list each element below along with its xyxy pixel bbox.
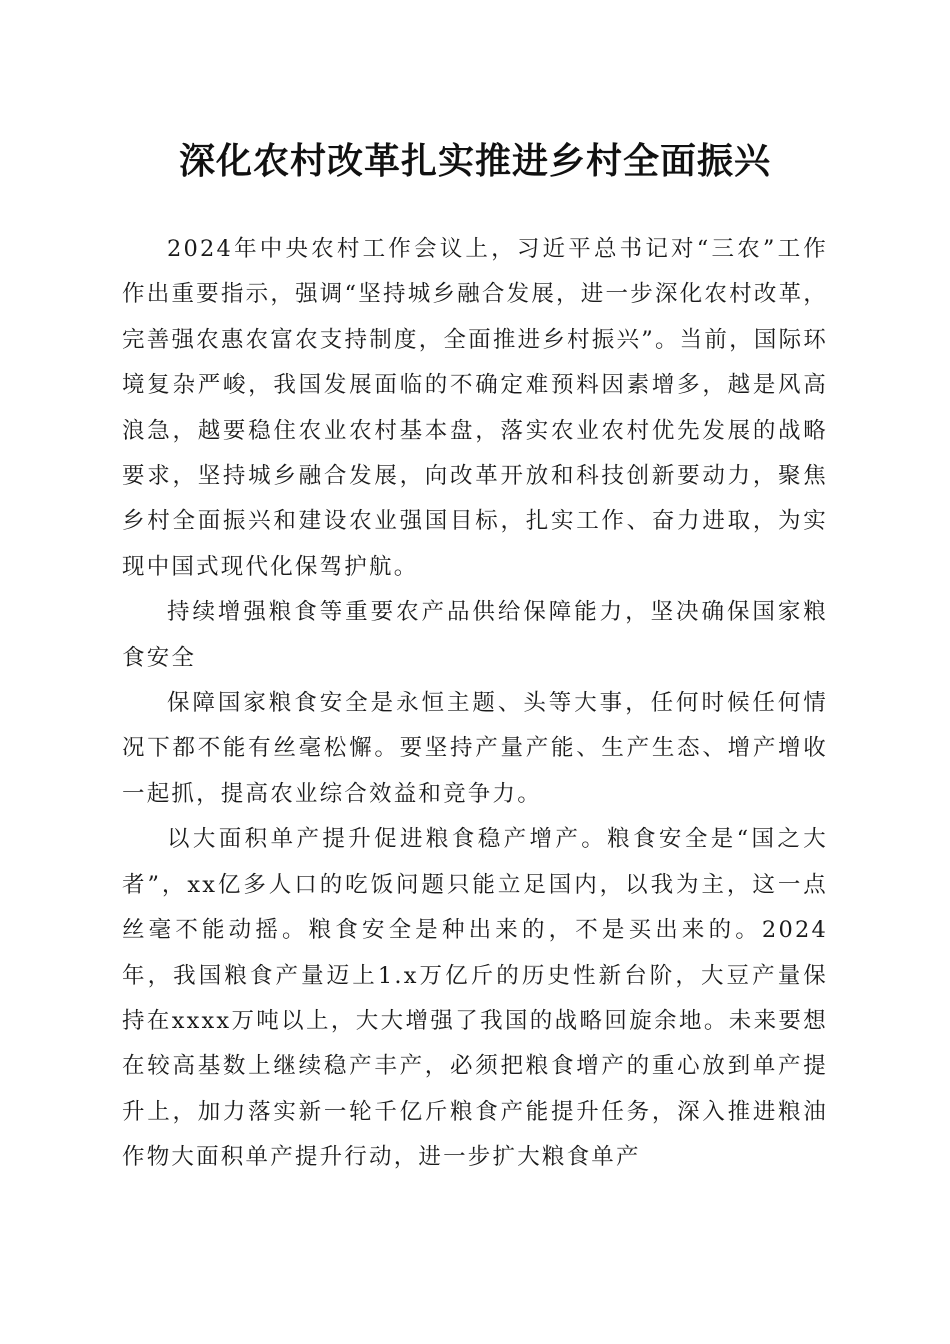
document-title: 深化农村改革扎实推进乡村全面振兴 [178,140,771,182]
paragraph-section-heading: 持续增强粮食等重要农产品供给保障能力，坚决确保国家粮食安全 [122,599,828,671]
paragraph-intro: 2024年中央农村工作会议上，习近平总书记对“三农”工作作出重要指示，强调“坚持城乡融合发展，进一步深化农村改革，完善强农惠农富农支持制度，全面推进乡村振兴”。当前，国际环境复杂严峻，我国发展面临的不确定难预料因素增多，越是风高浪急，越要稳住农业农村基本盘，落实农业农村优先发展的战略要求，坚持城乡融合发展，向改革开放和科技创新要动力，聚焦乡村全面振兴和建设农业强国目标，扎实工作、奋力进取，为实现中国式现代化保驾护航。 [122,236,828,580]
document-body [122,227,828,1181]
paragraph-yield-increase: 以大面积单产提升促进粮食稳产增产。粮食安全是“国之大者”，xx亿多人口的吃饭问题只能立足国内，以我为主，这一点丝毫不能动摇。粮食安全是种出来的，不是买出来的。2024年，我国粮食产量迈上1.x万亿斤的历史性新台阶，大豆产量保持在xxxx万吨以上，大大增强了我国的战略回旋余地。未来要想在较高基数上继续稳产丰产，必须把粮食增产的重心放到单产提升上，加力落实新一轮千亿斤粮食产能提升任务，深入推进粮油作物大面积单产提升行动，进一步扩大粮食单产 [122,826,828,1171]
paragraph-food-security: 保障国家粮食安全是永恒主题、头等大事，任何时候任何情况下都不能有丝毫松懈。要坚持产量产能、生产生态、增产增收一起抓，提高农业综合效益和竞争力。 [122,690,828,807]
